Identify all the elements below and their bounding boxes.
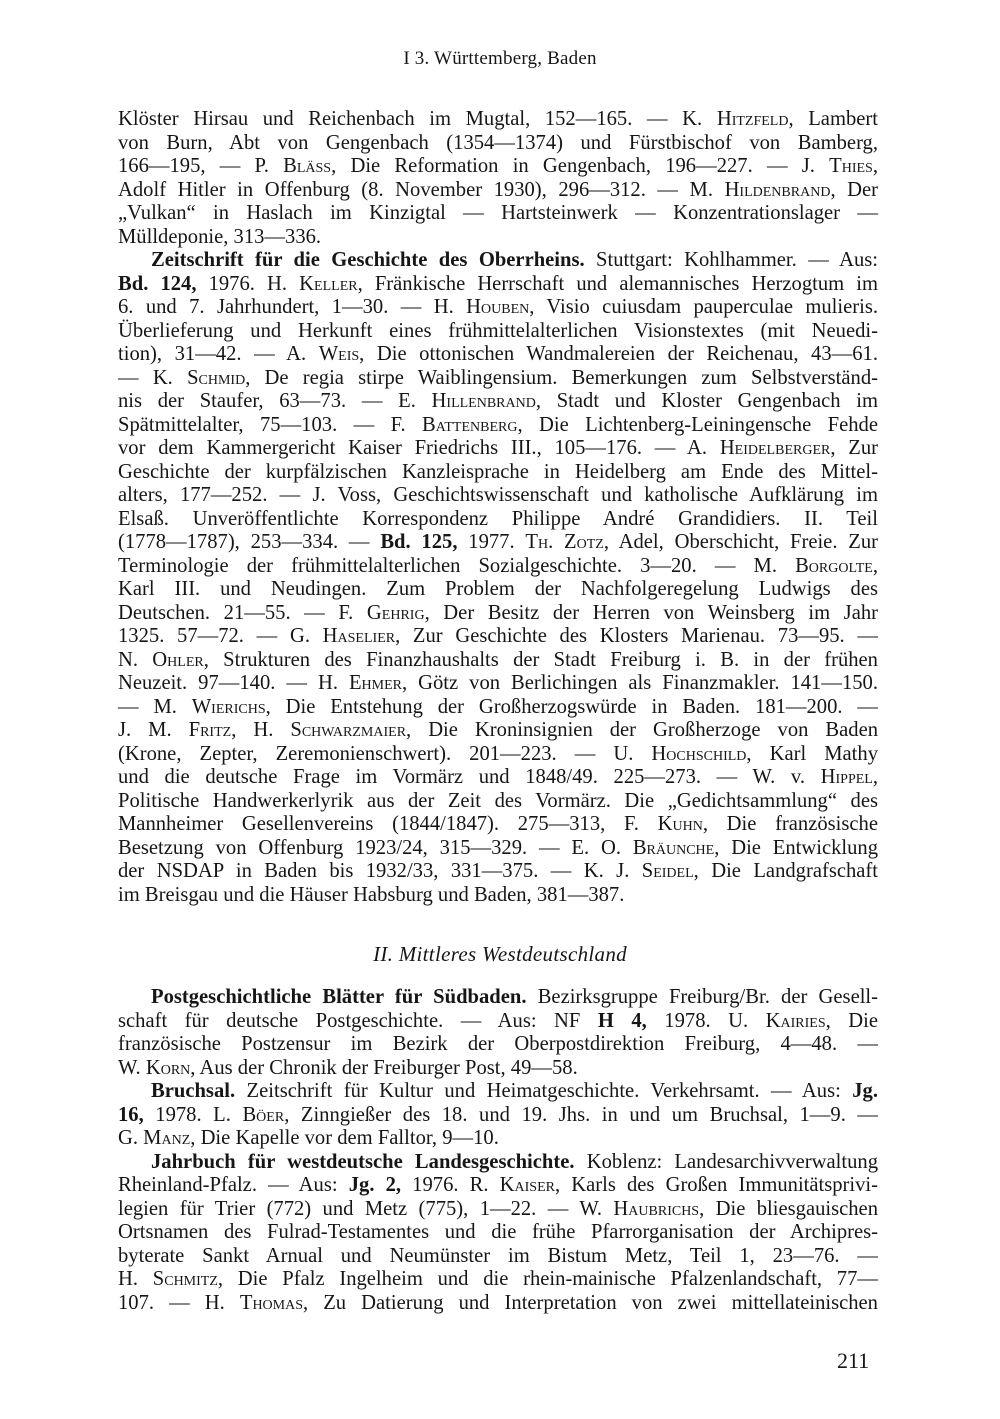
author-name: Schwarzmaier [290,719,407,741]
text-run: G. [118,1127,144,1149]
text-run: Zeitschrift für Kultur und Heimatgeschichte. Verkehrsamt. — Aus: [235,1080,853,1102]
text-run: , H. [231,719,291,741]
text-line [118,1080,878,1104]
author-name: Schmid [187,366,246,389]
text-line [118,508,878,532]
text-run: , [872,766,878,788]
author-name: Wierichs [191,695,266,718]
text-run: , Stadt und Kloster Gengenbach im [535,390,878,412]
bold-run: Bd. 124, [118,272,197,295]
text-run: , Karls des Großen Immunitätsprivi- [554,1174,879,1196]
text-line [118,1127,878,1151]
running-header: I 3. Württemberg, Baden [403,48,597,69]
author-name: Kairies [765,1009,826,1032]
text-line [118,155,878,179]
author-name: Th. Zotz [525,531,604,553]
author-name: Gehrig [366,601,425,624]
text-run: , Die Landgrafschaft [693,860,878,882]
text-run: Terminologie der frühmittelalterlichen Sozialgeschichte. 3—20. — M. [118,554,796,577]
text-run: , Die ottonischen Wandmalereien der Reichenau, 43—61. [359,343,878,365]
text-run: , Der [830,178,878,201]
section-heading: II. Mittleres Westdeutschland [373,942,627,966]
author-name: Battenberg [422,413,518,436]
text-run: 1325. 57—72. — G. [118,625,323,647]
text-line [118,1292,878,1316]
text-run: , Karl Mathy [746,742,878,765]
author-name: Hildenbrand [724,178,831,201]
text-run: französische Postzensur im Bezirk der Oberpostdirektion Freiburg, 4—48. — [118,1033,878,1055]
text-run: , Die Entstehung der Großherzogswürde in Baden. 181—200. — [265,695,878,718]
author-name: Hochschild [651,742,747,765]
text-line [118,1010,878,1034]
author-name: Schmitz [152,1268,218,1290]
author-name: Thomas [239,1291,304,1314]
text-run: Überlieferung und Herkunft eines frühmittelalterlichen Visionstextes (mit Neuedi- [118,319,878,342]
text-line [118,766,878,790]
text-run: im Breisgau und die Häuser Habsburg und Baden, 381—387. [118,883,625,906]
text-line [118,555,878,579]
text-line [118,578,878,602]
text-line [118,273,878,297]
text-run: , Die Lichtenberg-Leiningensche Fehde [517,413,878,436]
text-line [118,986,878,1010]
text-line [118,531,878,555]
bold-run: Zeitschrift für die Geschichte des Oberrheins. [151,249,585,271]
text-run: Neuzeit. 97—140. — H. [118,672,349,694]
text-line [118,390,878,414]
bold-run: 16, [118,1103,144,1126]
text-run: 6. und 7. Jahrhundert, 1—30. — H. [118,296,467,318]
text-line [118,743,878,767]
text-line [118,367,878,391]
bold-run: Jg. 2, [348,1174,402,1196]
text-run: , Adel, Oberschicht, Freie. Zur [603,531,878,553]
text-run: W. [118,1056,146,1079]
text-line [118,884,878,908]
author-name: Manz [143,1127,191,1149]
text-run: (Krone, Zepter, Zeremonienschwert). 201—223. — U. [118,742,652,765]
text-run: byterate Sankt Arnual und Neumünster im Bistum Metz, Teil 1, 23—76. — [118,1244,878,1267]
text-line [118,837,878,861]
text-run: Besetzung von Offenburg 1923/24, 315—329. — E. O. [118,836,633,859]
text-run: Mannheimer Gesellenvereins (1844/1847). 275—313, F. [118,813,658,835]
author-name: Heidelberger [719,437,831,459]
text-run: , Die Kroninsignien der Großherzoge von Baden [406,719,879,741]
text-run: , Aus der Chronik der Freiburger Post, 49—58. [190,1056,578,1079]
text-run: , Götz von Berlichingen als Finanzmakler. 141—150. [402,672,878,694]
text-line [118,672,878,696]
text-run: 1978. L. [143,1103,243,1126]
text-run: H. [118,1268,153,1290]
author-name: Hippel [820,766,873,788]
text-run: vor dem Kammergericht Kaiser Friedrichs III., 105—176. — A. [118,437,720,459]
author-name: Houben [466,296,530,318]
text-run: , Strukturen des Finanzhaushalts der Stadt Freiburg i. B. in der frühen [203,648,878,671]
author-name: Hitzfeld [716,108,789,130]
text-run: schaft für deutsche Postgeschichte. — Aus: NF [118,1009,598,1032]
text-run: Ortsnamen des Fulrad-Testamentes und die frühe Pfarrorganisation der Archipres- [118,1221,878,1243]
text-run: 166—195, — P. [118,155,284,177]
text-run: 1976. R. [401,1174,500,1196]
text-line [118,1057,878,1081]
author-name: Ohler [152,648,204,671]
text-block-wuerttemberg-baden [118,108,878,907]
text-run: Bezirksgruppe Freiburg/Br. der Gesell- [526,986,879,1008]
text-run: , Zinngießer des 18. und 19. Jhs. in und um Bruchsal, 1—9. — [284,1103,878,1126]
text-run: — K. [118,366,188,389]
author-name: Weis [318,343,360,365]
text-line [118,226,878,250]
text-line [118,1104,878,1128]
text-run: Stuttgart: Kohlhammer. — Aus: [584,249,878,271]
text-run: 1977. [457,531,526,553]
text-run: N. [118,648,153,671]
author-name: Ehmer [348,672,402,694]
text-run: , Die Kapelle vor dem Falltor, 9—10. [190,1127,499,1149]
bold-run: Bruchsal. [151,1080,236,1102]
text-run: , Der Besitz der Herren von Weinsberg im Jahr [424,601,878,624]
author-name: Borgolte [795,554,873,577]
text-run: , Die Reformation in Gengenbach, 196—227. — J. [331,155,830,177]
text-line [118,1151,878,1175]
author-name: Haselier [322,625,396,647]
text-line [118,296,878,320]
text-run: Spätmittelalter, 75—103. — F. [118,413,423,436]
text-run: 1978. U. [646,1009,766,1032]
text-run: , Die Pfalz Ingelheim und die rhein-mainische Pfalzenlandschaft, 77— [217,1268,878,1290]
text-line [118,813,878,837]
bold-run: H 4, [597,1009,647,1032]
author-name: Kuhn [657,813,703,835]
text-run: , Die [825,1009,878,1032]
text-line [118,1245,878,1269]
text-run: „Vulkan“ in Haslach im Kinzigtal — Hartsteinwerk — Konzentrationslager — [118,202,878,224]
text-line [118,1268,878,1292]
text-line [118,484,878,508]
text-run: , Die bliesgauischen [699,1197,878,1220]
bold-run: Postgeschichtliche Blätter für Südbaden. [151,986,527,1008]
text-line [118,860,878,884]
text-run: , [872,554,878,577]
text-run: tion), 31—42. — A. [118,343,319,365]
text-line [118,343,878,367]
text-run: , Visio cuiusdam pauperculae mulieris. [529,296,879,318]
text-run: 107. — H. [118,1291,240,1314]
text-line [118,1198,878,1222]
text-line [118,696,878,720]
text-line [118,179,878,203]
text-line [118,1174,878,1198]
text-line [118,320,878,344]
author-name: Keller [299,272,358,295]
bold-run: Bd. 125, [380,531,458,553]
author-name: Bläss [283,155,332,177]
author-name: Haubrichs [613,1197,700,1220]
text-run: — M. [118,695,192,718]
author-name: Seidel [641,860,694,882]
text-line [118,437,878,461]
text-block-mittleres-westdeutschland [118,986,878,1315]
text-run: , Die Entwicklung [714,836,878,859]
text-line [118,414,878,438]
author-name: Fritz [188,719,232,741]
text-run: legien für Trier (772) und Metz (775), 1—22. — W. [118,1197,614,1220]
text-run: Geschichte der kurpfälzischen Kanzleisprache in Heidelberg am Ende des Mittel- [118,460,878,483]
text-line [118,249,878,273]
text-run: (1778—1787), 253—334. — [118,531,381,553]
text-run: Deutschen. 21—55. — F. [118,601,367,624]
text-run: , [872,155,878,177]
text-line [118,461,878,485]
text-run: Politische Handwerkerlyrik aus der Zeit des Vormärz. Die „Gedichtsammlung“ des [118,789,878,812]
text-line [118,1033,878,1057]
author-name: Kaiser [499,1174,555,1196]
text-run: , De regia stirpe Waiblingensium. Bemerkungen zum Selbstverständ- [245,366,878,389]
text-run: , Fränkische Herrschaft und alemannisches Herzogtum im [357,272,878,295]
text-run: Klöster Hirsau und Reichenbach im Mugtal, 152—165. — K. [118,108,717,130]
author-name: Böer [242,1103,285,1126]
author-name: Hillenbrand [431,390,536,412]
text-line [118,202,878,226]
text-line [118,790,878,814]
text-run: Elsaß. Unveröffentlichte Korrespondenz Philippe André Grandidiers. II. Teil [118,507,878,530]
text-run: , Zur Geschichte des Klosters Marienau. 73—95. — [395,625,878,647]
text-line [118,602,878,626]
bold-run: Jg. [852,1080,878,1102]
text-line [118,719,878,743]
text-run: von Burn, Abt von Gengenbach (1354—1374) und Fürstbischof von Bamberg, [118,131,878,154]
text-line [118,108,878,132]
text-run: Adolf Hitler in Offenburg (8. November 1930), 296—312. — M. [118,178,725,201]
text-run: , Zu Datierung und Interpretation von zwei mittellateinischen [303,1291,878,1314]
text-run: , Zur [830,437,878,459]
text-run: Koblenz: Landesarchivverwaltung [574,1150,878,1173]
text-line [118,649,878,673]
text-run: nis der Staufer, 63—73. — E. [118,390,432,412]
text-run: J. M. [118,719,189,741]
text-line [118,625,878,649]
text-line [118,1221,878,1245]
bold-run: Jahrbuch für westdeutsche Landesgeschichte. [151,1150,575,1173]
text-run: und die deutsche Frage im Vormärz und 1848/49. 225—273. — W. v. [118,766,821,788]
text-run: alters, 177—252. — J. Voss, Geschichtswissenschaft und katholische Aufklärung im [118,484,878,506]
text-line [118,132,878,156]
text-run: Mülldeponie, 313—336. [118,225,322,248]
text-run: , Lambert [788,108,878,130]
author-name: Korn [145,1056,191,1079]
page-number: 211 [837,1348,870,1373]
author-name: Thies [829,155,873,177]
author-name: Bräunche [632,836,715,859]
text-run: 1976. H. [196,272,300,295]
text-run: Karl III. und Neudingen. Zum Problem der Nachfolgeregelung Ludwigs des [118,578,878,600]
text-run: der NSDAP in Baden bis 1932/33, 331—375. — K. J. [118,860,642,882]
text-run: Rheinland-Pfalz. — Aus: [118,1174,349,1196]
text-run: , Die französische [702,813,878,835]
